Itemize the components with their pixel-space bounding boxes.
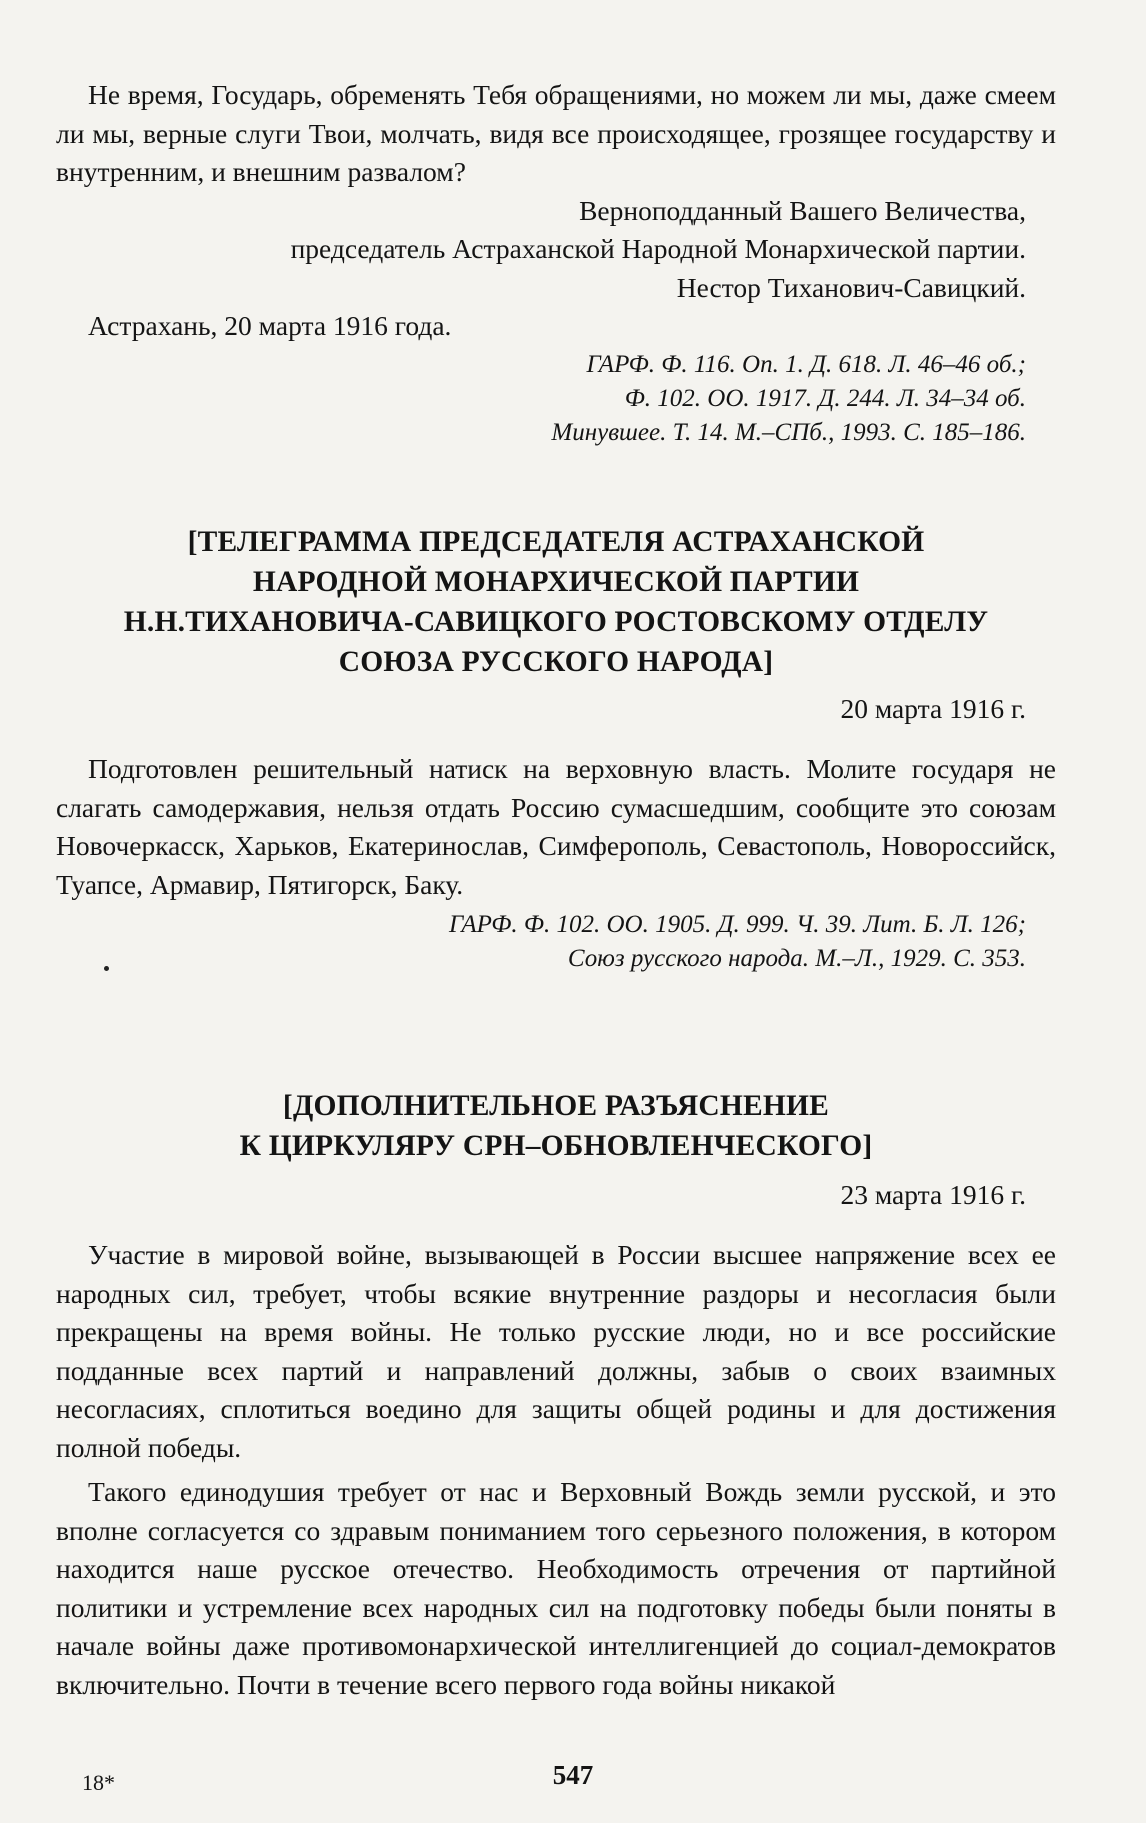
letter-source-2: Ф. 102. ОО. 1917. Д. 244. Л. 34–34 об. xyxy=(624,384,1026,412)
telegram-heading-4: СОЮЗА РУССКОГО НАРОДА] xyxy=(338,646,774,678)
letter-section xyxy=(56,76,1056,450)
clarification-date: 23 марта 1916 г. xyxy=(840,1179,1026,1210)
signature-line-3: Нестор Тиханович-Савицкий. xyxy=(676,271,1026,303)
clarification-section xyxy=(56,1086,1056,1704)
telegram-heading-2: НАРОДНОЙ МОНАРХИЧЕСКОЙ ПАРТИИ xyxy=(252,566,860,598)
page-number: 547 xyxy=(552,1760,594,1790)
signature-line-2: председатель Астраханской Народной Монархической партии. xyxy=(290,233,1026,264)
clarification-paragraph-2: Такого единодушия требует от нас и Верховный Вождь земли русской, и это вполне согласуется со здравым пониманием того серьезного положения, в котором находится наше русское отечество. Необходимость отречения от партийной политики и устремление всех народных сил на подготовку победы были поняты в начале войны даже противомонархической интеллигенцией до социал-демократов включительно. Почти в течение всего первого года войны никакой xyxy=(56,1476,1056,1700)
telegram-source-1: ГАРФ. Ф. 102. ОО. 1905. Д. 999. Ч. 39. Лит. Б. Л. 126; xyxy=(449,911,1026,938)
signature-line-1: Верноподданный Вашего Величества, xyxy=(579,194,1026,226)
stray-dot xyxy=(104,966,109,971)
telegram-paragraph: Подготовлен решительный натиск на верховную власть. Молите государя не слагать самодержавия, нельзя отдать Россию сумасшедшим, сообщите это союзам Новочеркасск, Харьков, Екатеринослав, Симферополь, Севастополь, Новороссийск, Туапсе, Армавир, Пятигорск, Баку. xyxy=(56,753,1056,900)
telegram-section xyxy=(56,522,1056,976)
letter-source-3: Минувшее. Т. 14. М.–СПб., 1993. С. 185–186. xyxy=(551,418,1026,446)
telegram-date: 20 марта 1916 г. xyxy=(840,693,1026,724)
telegram-source-2: Союз русского народа. М.–Л., 1929. С. 353. xyxy=(567,945,1026,972)
telegram-heading-3: Н.Н.ТИХАНОВИЧА-САВИЦКОГО РОСТОВСКОМУ ОТДЕЛУ xyxy=(123,606,989,638)
signature-mark: 18* xyxy=(82,1770,115,1795)
place-date: Астрахань, 20 марта 1916 года. xyxy=(88,310,452,341)
telegram-heading-1: [ТЕЛЕГРАММА ПРЕДСЕДАТЕЛЯ АСТРАХАНСКОЙ xyxy=(187,526,925,558)
clarification-paragraph-1: Участие в мировой войне, вызывающей в России высшее напряжение всех ее народных сил, требует, чтобы всякие внутренние раздоры и несогласия были прекращены на время войны. Не только русские люди, но и все российские подданные всех партий и направлений должны, забыв о своих взаимных несогласиях, сплотиться воедино для защиты общей родины и для достижения полной победы. xyxy=(56,1239,1056,1463)
letter-paragraph: Не время, Государь, обременять Тебя обращениями, но можем ли мы, даже смеем ли мы, верные слуги Твои, молчать, видя все происходящее, грозящее государству и внутренним, и внешним развалом? xyxy=(56,79,1056,187)
clarification-heading-1: [ДОПОЛНИТЕЛЬНОЕ РАЗЪЯСНЕНИЕ xyxy=(282,1090,830,1122)
letter-source-1: ГАРФ. Ф. 116. Оп. 1. Д. 618. Л. 46–46 об.; xyxy=(586,350,1026,378)
clarification-heading-2: К ЦИРКУЛЯРУ СРН–ОБНОВЛЕНЧЕСКОГО] xyxy=(239,1130,873,1162)
